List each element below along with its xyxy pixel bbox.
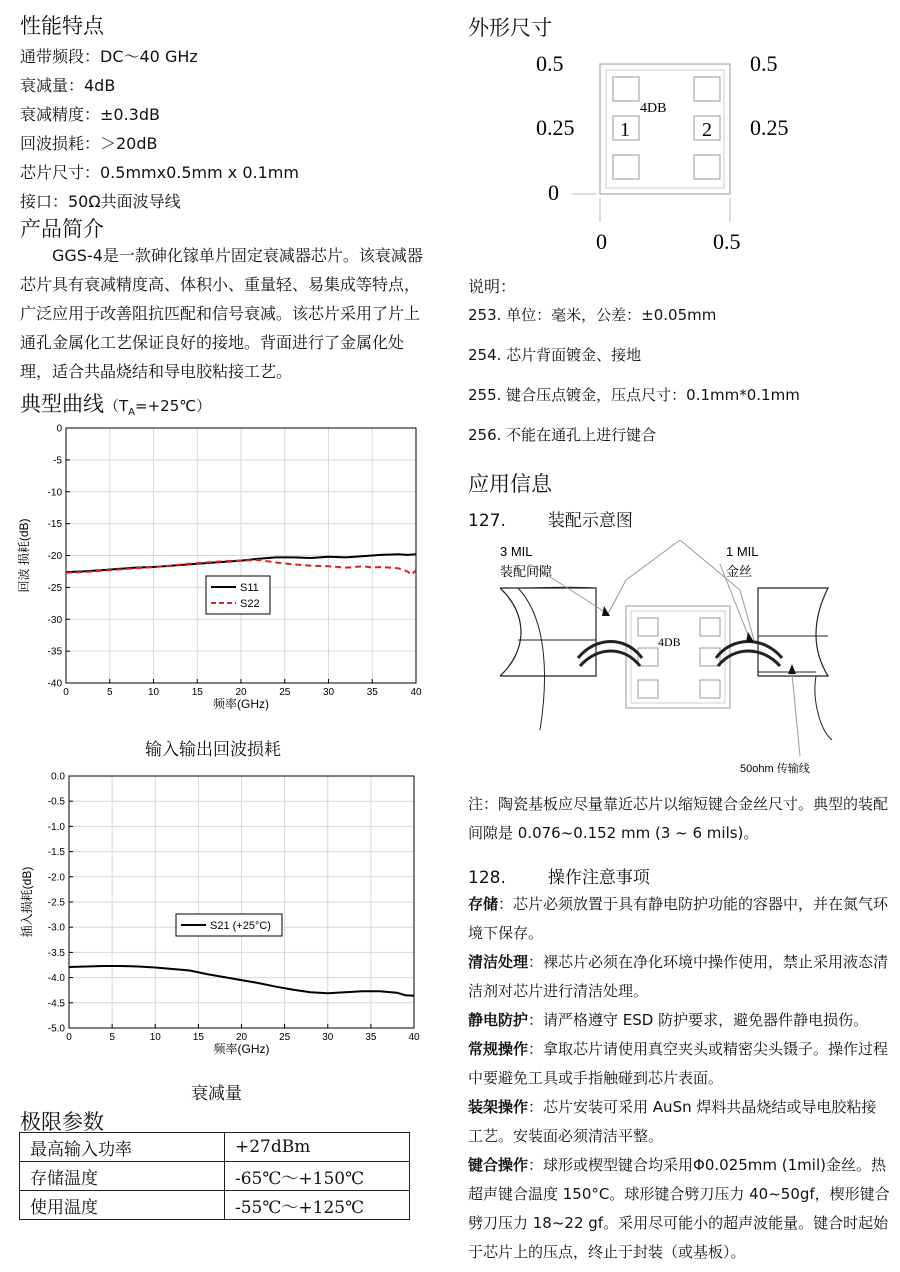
note-item: 256. 不能在通孔上进行键合: [468, 426, 657, 444]
pad: [638, 618, 658, 636]
gap-label-1: 3 MIL: [500, 544, 533, 559]
handling-item: 常规操作：拿取芯片请使用真空夹头或精密尖头镊子。操作过程中要避免工具或手指触碰到芯片表面。: [468, 1040, 889, 1087]
arrow-head: [602, 606, 610, 616]
y-tick-label: -30: [47, 614, 62, 626]
limit-value: -65℃～+150℃: [225, 1162, 410, 1191]
pad: [694, 77, 720, 101]
handling-item: 静电防护：请严格遵守 ESD 防护要求，避免器件静电损伤。: [468, 1011, 869, 1029]
table-row: [20, 1162, 410, 1191]
curves-title: [20, 388, 211, 418]
x-tick-label: 0: [63, 687, 69, 698]
y-tick-label: -40: [47, 678, 62, 690]
y-tick-label: -25: [47, 582, 62, 594]
x-tick-label: 40: [408, 1032, 420, 1043]
handling-list: [468, 890, 890, 1267]
handling-text: 拿取芯片请使用真空夹头或精密尖头镊子。操作过程中要避免工具或手指触碰到芯片表面。: [468, 1040, 889, 1087]
feature-chip-size: 芯片尺寸：0.5mmx0.5mm x 0.1mm: [20, 163, 299, 182]
outline-title: 外形尺寸: [468, 16, 552, 40]
leader-line: [792, 674, 800, 756]
legend-label: S22: [240, 598, 260, 610]
dim-label-ml: 0.25: [536, 115, 575, 140]
handling-item: 存储：芯片必须放置于具有静电防护功能的容器中，并在氮气环境下保存。: [468, 895, 889, 942]
x-tick-label: 30: [322, 1032, 334, 1043]
x-tick-label: 10: [147, 687, 160, 698]
left-substrate-curve: [518, 588, 545, 730]
outline-drawing: [520, 44, 820, 256]
y-tick-label: 0.0: [51, 771, 65, 783]
return-loss-chart: [14, 420, 426, 730]
feature-interface: 接口：50Ω共面波导线: [20, 192, 181, 211]
y-tick-label: -15: [47, 519, 62, 531]
pad-1-label: 1: [620, 119, 630, 141]
pad: [613, 155, 639, 179]
table-row: [20, 1133, 410, 1162]
feature-attenuation: 衰减量：4dB: [20, 76, 116, 95]
chip-mark: 4DB: [658, 635, 681, 649]
x-tick-label: 15: [192, 1032, 204, 1043]
y-axis-label: 插入损耗(dB): [20, 866, 34, 938]
note-item: 255. 键合压点镀金，压点尺寸：0.1mm*0.1mm: [468, 386, 800, 404]
pad: [700, 680, 720, 698]
handling-item: 键合操作：球形或楔型键合均采用Φ0.025mm (1mil)金丝。热超声键合温度 150°C。球形键合劈刀压力 40~50gf，楔形键合劈刀压力 18~22 gf。采用尽可能小的超声波能量。键合时起始于芯片上的压点，终止于封装（或基板）。: [468, 1156, 890, 1261]
y-tick-label: -1.5: [47, 847, 65, 859]
insertion-loss-caption: 衰减量: [191, 1084, 242, 1104]
pad: [700, 618, 720, 636]
handling-text: 芯片必须放置于具有静电防护功能的容器中，并在氮气环境下保存。: [468, 895, 889, 942]
note-item: 253. 单位：毫米，公差：±0.05mm: [468, 306, 717, 324]
y-tick-label: -2.5: [47, 897, 65, 909]
x-tick-label: 35: [366, 687, 378, 698]
assembly-diagram: [500, 540, 850, 780]
pad-2-label: 2: [702, 119, 712, 141]
handling-label: 静电防护: [468, 1011, 529, 1029]
pad: [694, 155, 720, 179]
pad: [613, 77, 639, 101]
limits-title: 极限参数: [20, 1110, 104, 1134]
x-tick-label: 10: [149, 1032, 161, 1043]
insertion-loss-chart: [14, 768, 426, 1070]
y-tick-label: -20: [47, 551, 62, 562]
y-tick-label: 0: [56, 423, 62, 435]
features-title: 性能特点: [20, 14, 104, 38]
gap-label-2: 装配间隙: [500, 564, 553, 579]
assembly-note: 注：陶瓷基板应尽量靠近芯片以缩短键合金丝尺寸。典型的装配间隙是 0.076~0.152 mm (3 ~ 6 mils)。: [468, 795, 889, 842]
handling-label: 键合操作: [468, 1156, 529, 1174]
assembly-title: 装配示意图: [547, 511, 633, 531]
x-tick-label: 35: [365, 1032, 377, 1043]
dim-label-tl: 0.5: [536, 51, 564, 76]
dim-label-tr: 0.5: [750, 51, 778, 76]
chip-mark: 4DB: [640, 101, 667, 116]
y-tick-label: -5.0: [47, 1023, 65, 1035]
handling-label: 清洁处理: [468, 953, 529, 971]
feature-return-loss: 回波损耗：＞20dB: [20, 134, 158, 153]
wire-label-1: 1 MIL: [726, 544, 759, 559]
y-tick-label: -35: [47, 646, 62, 658]
pad: [638, 680, 658, 698]
y-tick-label: -3.5: [47, 947, 65, 959]
handling-text: 裸芯片必须在净化环境中操作使用，禁止采用液态清洁剂对芯片进行清洁处理。: [468, 953, 889, 1000]
dim-label-bottom-left: 0: [596, 229, 607, 254]
limits-table: [19, 1132, 410, 1220]
limit-value: -55℃～+125℃: [225, 1191, 410, 1220]
handling-title: 操作注意事项: [547, 868, 650, 888]
legend-label: S11: [240, 582, 259, 594]
handling-label: 存储: [468, 895, 499, 913]
feature-band: 通带频段：DC～40 GHz: [20, 47, 198, 66]
dim-label-mr: 0.25: [750, 115, 789, 140]
x-tick-label: 25: [279, 687, 291, 698]
handling-text: 球形或楔型键合均采用Φ0.025mm (1mil)金丝。热超声键合温度 150°C。球形键合劈刀压力 40~50gf，楔形键合劈刀压力 18~22 gf。采用尽可能小的超声波能量。键合时起始于芯片上的压点，终止于封装（或基板）。: [468, 1156, 890, 1261]
handling-label: 常规操作: [468, 1040, 529, 1058]
dim-label-bottom-right: 0.5: [713, 229, 741, 254]
x-tick-label: 40: [410, 687, 422, 698]
handling-label: 装架操作: [468, 1098, 529, 1116]
bond-wire-right: [718, 651, 780, 666]
x-axis-label: 频率(GHz): [213, 1042, 270, 1056]
x-tick-label: 15: [191, 687, 203, 698]
x-tick-label: 5: [109, 1032, 115, 1043]
handling-item: 清洁处理：裸芯片必须在净化环境中操作使用，禁止采用液态清洁剂对芯片进行清洁处理。: [468, 953, 889, 1000]
y-tick-label: -4.5: [47, 998, 65, 1010]
limit-name: 最高输入功率: [20, 1133, 225, 1162]
intro-title: 产品简介: [20, 217, 104, 241]
handling-heading: [468, 863, 650, 888]
x-tick-label: 25: [279, 1032, 291, 1043]
y-tick-label: -1.0: [47, 821, 65, 833]
handling-text: 请严格遵守 ESD 防护要求，避免器件静电损伤。: [543, 1011, 869, 1029]
notes-title: 说明：: [468, 277, 517, 296]
feature-accuracy: 衰减精度：±0.3dB: [20, 105, 160, 124]
x-tick-label: 30: [322, 687, 335, 698]
legend-box: [206, 576, 270, 614]
y-tick-label: -2.0: [47, 872, 65, 884]
arrow-head: [788, 664, 796, 674]
transmission-line-label: 50ohm 传输线: [740, 763, 810, 775]
limit-name: 使用温度: [20, 1191, 225, 1220]
x-tick-label: 0: [66, 1032, 72, 1043]
curves-condition: $(T_A=+25℃)$: [104, 397, 212, 418]
y-tick-label: -3.0: [47, 922, 65, 934]
right-substrate-curve: [815, 676, 832, 740]
x-tick-label: 20: [235, 687, 247, 698]
leader-line: [608, 580, 626, 614]
y-axis-label: 回波 损耗(dB): [17, 518, 31, 593]
return-loss-caption: 输入输出回波损耗: [145, 740, 281, 760]
handling-text: 芯片安装可采用 AuSn 焊料共晶烧结或导电胶粘接工艺。安装面必须清洁平整。: [468, 1098, 877, 1145]
dim-label-zero-left: 0: [548, 180, 559, 205]
y-tick-label: -10: [47, 487, 62, 499]
x-tick-label: 20: [235, 1032, 248, 1043]
limit-value: +27dBm: [225, 1133, 410, 1162]
curves-title-text: 典型曲线: [20, 392, 104, 416]
intro-text: GGS-4是一款砷化镓单片固定衰减器芯片。该衰减器芯片具有衰减精度高、体积小、重量轻、易集成等特点，广泛应用于改善阻抗匹配和信号衰减。该芯片采用了片上通孔金属化工艺保证良好的接地。背面进行了金属化处理，适合共晶烧结和导电胶粘接工艺。: [20, 246, 423, 381]
right-substrate: [758, 588, 828, 676]
leader-line: [626, 540, 680, 580]
limit-name: 存储温度: [20, 1162, 225, 1191]
legend-label: S21 (+25°C): [210, 920, 271, 932]
table-row: [20, 1191, 410, 1220]
handling-number: 128.: [468, 868, 506, 888]
y-tick-label: -0.5: [47, 796, 65, 808]
note-item: 254. 芯片背面镀金、接地: [468, 346, 642, 364]
y-tick-label: -5: [53, 455, 62, 467]
x-tick-label: 5: [106, 687, 113, 698]
wire-label-2: 金丝: [726, 564, 753, 579]
chip-inner-outline: [631, 611, 725, 703]
handling-item: 装架操作：芯片安装可采用 AuSn 焊料共晶烧结或导电胶粘接工艺。安装面必须清洁平整。: [468, 1098, 877, 1145]
x-axis-label: 频率(GHz): [213, 697, 269, 711]
assembly-number: 127.: [468, 511, 506, 531]
y-tick-label: -4.0: [47, 973, 65, 985]
app-title: 应用信息: [468, 472, 552, 496]
assembly-heading: [468, 506, 633, 531]
